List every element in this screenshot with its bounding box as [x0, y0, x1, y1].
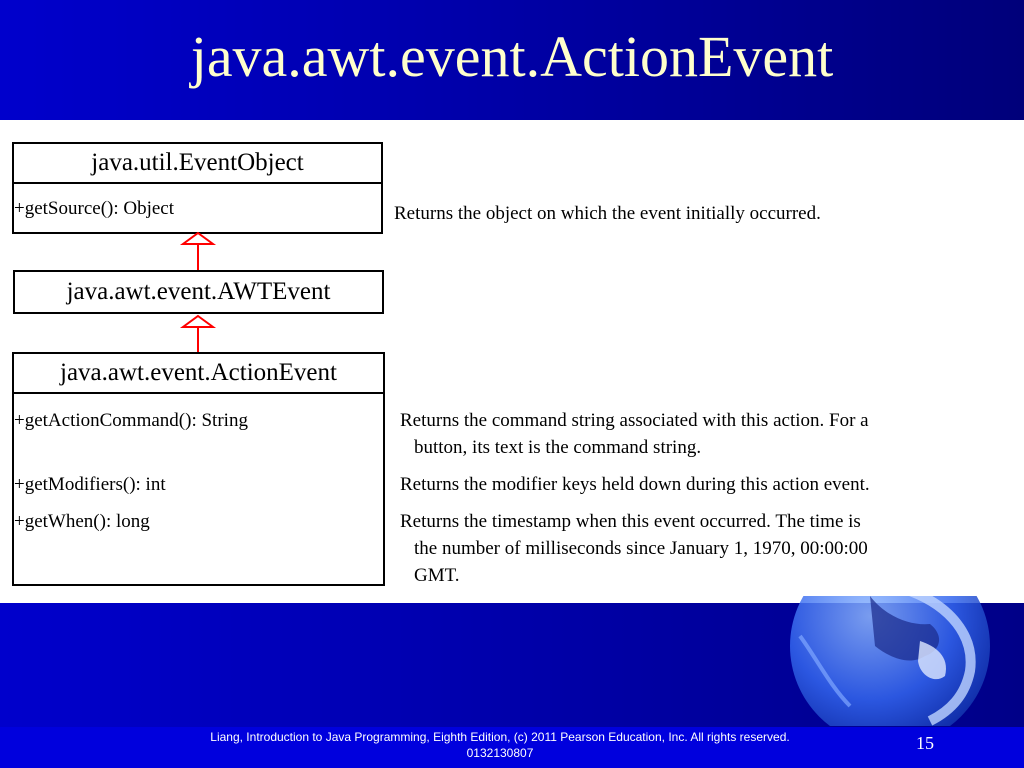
method-getwhen: +getWhen(): long — [14, 511, 150, 532]
class-box-awtevent — [13, 270, 384, 314]
desc-getsource — [394, 200, 821, 227]
globe-icon — [760, 596, 1024, 726]
class-name-awtevent: java.awt.event.AWTEvent — [66, 278, 331, 305]
desc-getwhen-line: Returns the timestamp when this event occurred. The time is — [400, 511, 861, 532]
desc-getwhen — [400, 508, 868, 589]
inheritance-arrow-actionevent — [178, 313, 218, 355]
desc-getwhen-line: GMT. — [414, 565, 460, 586]
desc-getactioncommand — [400, 407, 869, 461]
desc-getmodifiers-line: Returns the modifier keys held down during this action event. — [400, 474, 870, 495]
page-number: 15 — [916, 733, 934, 753]
class-name-actionevent: java.awt.event.ActionEvent — [14, 354, 383, 394]
class-box-eventobject — [12, 142, 383, 234]
desc-getactioncommand-line: button, its text is the command string. — [414, 437, 702, 458]
method-getsource: +getSource(): Object — [14, 198, 175, 219]
desc-getsource-line: Returns the object on which the event initially occurred. — [394, 203, 821, 224]
desc-getmodifiers — [400, 471, 870, 498]
inheritance-arrow-awtevent — [178, 232, 218, 272]
class-name-eventobject: java.util.EventObject — [14, 144, 381, 184]
desc-getwhen-line: the number of milliseconds since January 1, 1970, 00:00:00 — [414, 538, 868, 559]
footer-copyright: Liang, Introduction to Java Programming, Eighth Edition, (c) 2011 Pearson Education, Inc. All rights reserved. 0132130807 — [210, 730, 790, 760]
slide-title: java.awt.event.ActionEvent — [190, 24, 834, 89]
method-getactioncommand: +getActionCommand(): String — [14, 410, 248, 431]
method-getmodifiers: +getModifiers(): int — [14, 474, 166, 495]
desc-getactioncommand-line: Returns the command string associated with this action. For a — [400, 410, 869, 431]
class-box-actionevent — [12, 352, 385, 586]
